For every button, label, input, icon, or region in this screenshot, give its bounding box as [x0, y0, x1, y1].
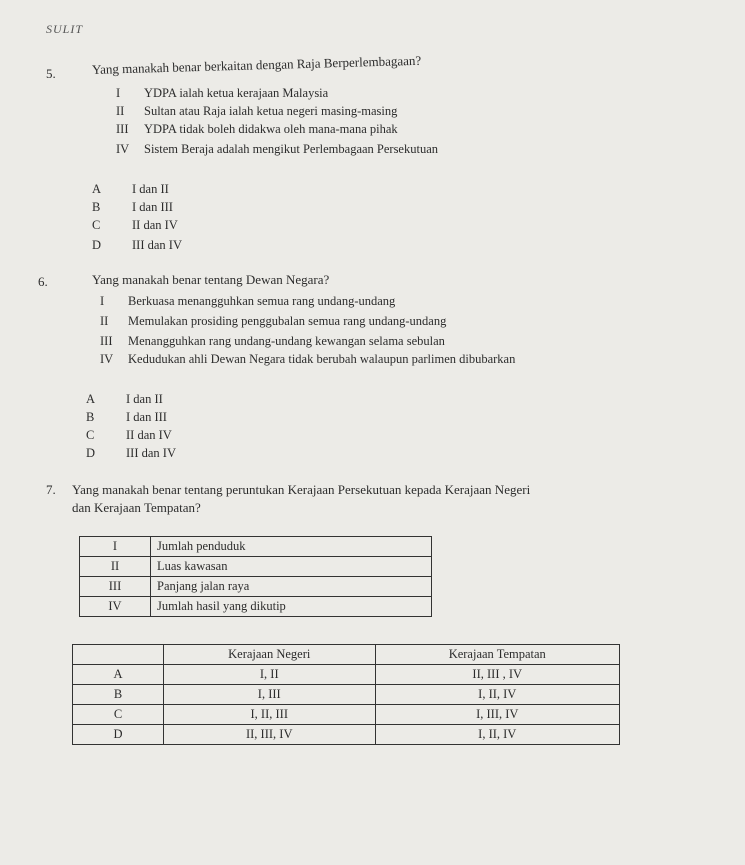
- q6-option-a[interactable]: A I dan II: [86, 392, 163, 406]
- criteria-text: Panjang jalan raya: [151, 577, 432, 597]
- criteria-text: Jumlah hasil yang dikutip: [151, 597, 432, 617]
- q5-option-a[interactable]: A I dan II: [92, 182, 169, 196]
- answer-negeri: II, III, IV: [164, 725, 376, 745]
- answer-tempatan: I, III, IV: [375, 705, 620, 725]
- header-tempatan: Kerajaan Tempatan: [375, 645, 620, 665]
- answer-letter: B: [73, 685, 164, 705]
- answer-negeri: I, III: [164, 685, 376, 705]
- table-row: [80, 557, 432, 577]
- table-header-row: [73, 645, 620, 665]
- q6-option-b[interactable]: B I dan III: [86, 410, 167, 424]
- answer-letter: A: [73, 665, 164, 685]
- q6-option-d[interactable]: D III dan IV: [86, 446, 176, 460]
- table-row: [80, 577, 432, 597]
- criteria-roman: III: [80, 577, 151, 597]
- q5-option-b[interactable]: B I dan III: [92, 200, 173, 214]
- q6-option-c[interactable]: C II dan IV: [86, 428, 172, 442]
- answer-letter: C: [73, 705, 164, 725]
- table-row[interactable]: [73, 705, 620, 725]
- q5-statement: II Sultan atau Raja ialah ketua negeri masing-masing: [116, 104, 398, 118]
- q7-text-line2: dan Kerajaan Tempatan?: [72, 500, 201, 515]
- q5-statement: IV Sistem Beraja adalah mengikut Perlembagaan Persekutuan: [116, 142, 439, 156]
- q7-answer-table: [72, 644, 620, 745]
- q7-criteria-table: [79, 536, 432, 617]
- q5-number: 5.: [46, 66, 56, 81]
- q6-statement: III Menangguhkan rang undang-undang kewangan selama sebulan: [100, 334, 445, 348]
- q7-text-line1: Yang manakah benar tentang peruntukan Kerajaan Persekutuan kepada Kerajaan Negeri: [72, 482, 531, 497]
- answer-tempatan: II, III , IV: [375, 665, 620, 685]
- table-row: [80, 537, 432, 557]
- header-negeri: Kerajaan Negeri: [164, 645, 376, 665]
- q6-statement: IV Kedudukan ahli Dewan Negara tidak berubah walaupun parlimen dibubarkan: [100, 352, 516, 366]
- table-row[interactable]: [73, 665, 620, 685]
- answer-negeri: I, II, III: [164, 705, 376, 725]
- criteria-roman: I: [80, 537, 151, 557]
- q7-number: 7.: [46, 482, 56, 497]
- header-blank: [73, 645, 164, 665]
- q5-option-d[interactable]: D III dan IV: [92, 238, 182, 252]
- q6-number: 6.: [38, 274, 48, 289]
- q6-statement: II Memulakan prosiding penggubalan semua rang undang-undang: [100, 314, 447, 328]
- q5-statement: I YDPA ialah ketua kerajaan Malaysia: [116, 86, 329, 100]
- table-row[interactable]: [73, 725, 620, 745]
- criteria-text: Jumlah penduduk: [151, 537, 432, 557]
- answer-negeri: I, II: [164, 665, 376, 685]
- header-sulit: SULIT: [46, 22, 84, 36]
- answer-tempatan: I, II, IV: [375, 725, 620, 745]
- q6-statement: I Berkuasa menangguhkan semua rang undang-undang: [100, 294, 396, 308]
- q5-statement: III YDPA tidak boleh didakwa oleh mana-mana pihak: [116, 122, 398, 136]
- answer-letter: D: [73, 725, 164, 745]
- criteria-roman: IV: [80, 597, 151, 617]
- criteria-roman: II: [80, 557, 151, 577]
- answer-tempatan: I, II, IV: [375, 685, 620, 705]
- q5-text: Yang manakah benar berkaitan dengan Raja Berperlembagaan?: [91, 52, 422, 77]
- table-row: [80, 597, 432, 617]
- q5-option-c[interactable]: C II dan IV: [92, 218, 178, 232]
- table-row[interactable]: [73, 685, 620, 705]
- criteria-text: Luas kawasan: [151, 557, 432, 577]
- q6-text: Yang manakah benar tentang Dewan Negara?: [92, 272, 330, 287]
